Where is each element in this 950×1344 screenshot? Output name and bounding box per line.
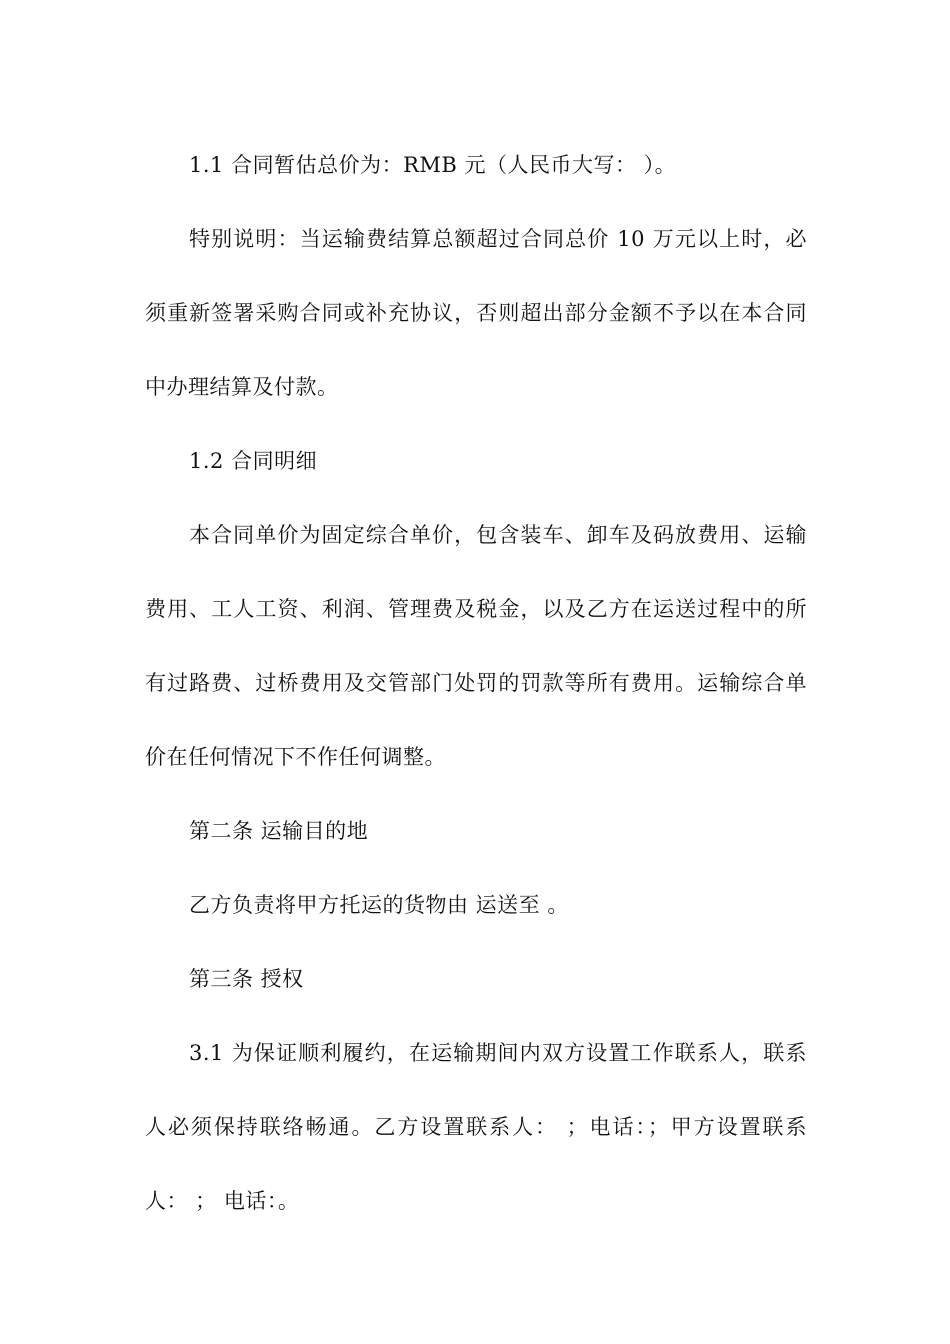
article-3-heading: 第三条 授权 — [189, 967, 304, 991]
clause-1-1-total-price: 1.1 合同暂估总价为：RMB 元（人民币大写： ）。 — [189, 153, 677, 177]
clause-3-1-contacts: 3.1 为保证顺利履约，在运输期间内双方设置工作联系人，联系人必须保持联络畅通。乙方设置联系人： ；电话：；甲方设置联系人： ； 电话：。 — [145, 1041, 807, 1213]
clause-1-2-heading: 1.2 合同明细 — [189, 449, 318, 473]
article-2-heading: 第二条 运输目的地 — [189, 819, 369, 843]
destination-paragraph: 乙方负责将甲方托运的货物由 运送至 。 — [189, 893, 569, 917]
unit-price-paragraph: 本合同单价为固定综合单价，包含装车、卸车及码放费用、运输费用、工人工资、利润、管理费及税金，以及乙方在运送过程中的所有过路费、过桥费用及交管部门处罚的罚款等所有费用。运输综合单价在任何情况下不作任何调整。 — [145, 523, 807, 769]
document-body — [145, 128, 807, 1238]
special-note-paragraph: 特别说明：当运输费结算总额超过合同总价 10 万元以上时，必须重新签署采购合同或补充协议，否则超出部分金额不予以在本合同中办理结算及付款。 — [145, 227, 807, 399]
